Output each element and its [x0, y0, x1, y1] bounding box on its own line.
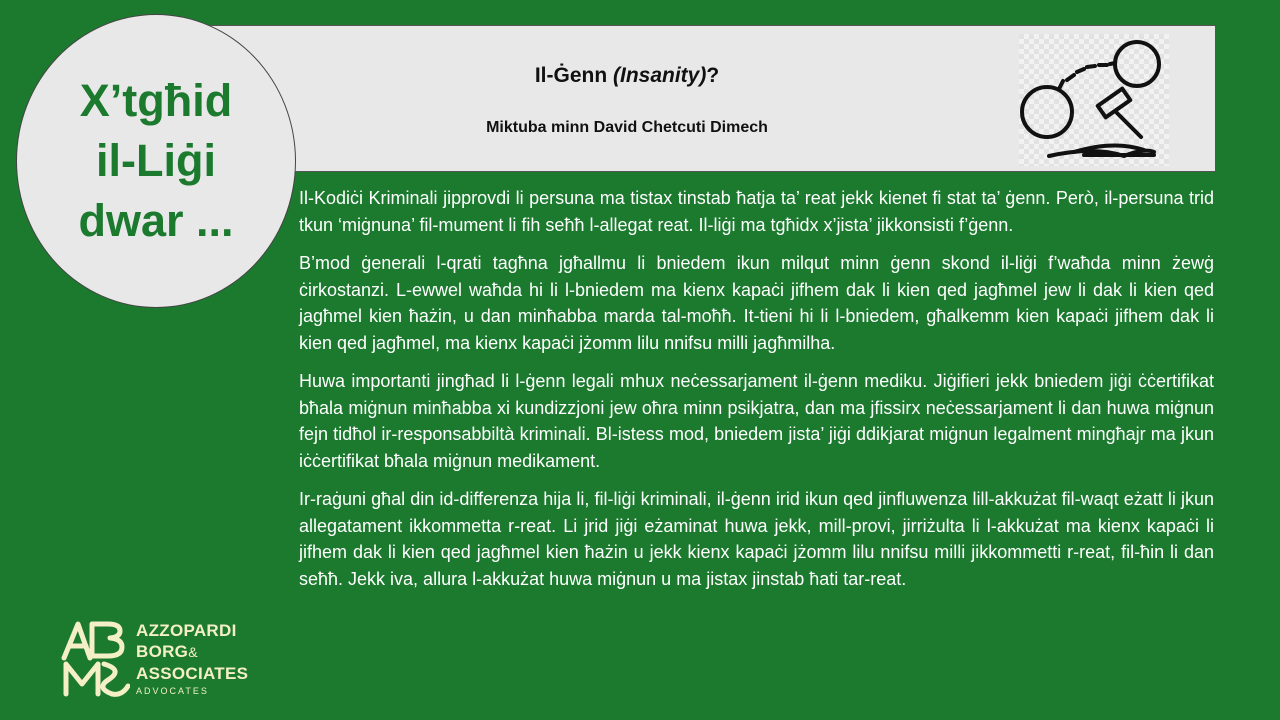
abm-monogram-icon [60, 620, 130, 698]
title-text: Il-Ġenn [534, 64, 613, 87]
title-english: (Insanity) [613, 64, 707, 87]
article-body [299, 185, 1214, 604]
firm-name-line-2: BORG [136, 642, 189, 661]
firm-name-line-3: ASSOCIATES [136, 664, 249, 683]
firm-name [136, 620, 248, 684]
paragraph-1: Il-Kodiċi Kriminali jipprovdi li persuna ma tistax tinstab ħatja ta’ reat jekk kienet fi stat ta’ ġenn. Però, il-persuna trid tkun ‘miġnuna’ fil-mument li fih seħħ l-allegat reat. Il-liġi ma tgħidx x’jista’ jikkonsisti f’ġenn. [299, 188, 1214, 235]
firm-logo [60, 620, 260, 700]
badge-line-1: X’tgħid [79, 75, 233, 126]
title-question-mark: ? [706, 64, 720, 87]
badge-line-3: dwar ... [78, 195, 234, 246]
article-author: Miktuba minn David Chetcuti Dimech [486, 119, 768, 136]
firm-name-line-1: AZZOPARDI [136, 621, 237, 640]
firm-tagline: ADVOCATES [136, 686, 209, 696]
firm-name-ampersand: & [188, 644, 198, 660]
ball-and-chain-gavel-icon [1019, 34, 1169, 166]
paragraph-4: Ir-raġuni għal din id-differenza hija li, fil-liġi kriminali, il-ġenn irid ikun qed jinfluwenza lill-akkużat fil-waqt eżatt li jkun allegatament ikkommetta r-reat. Li jrid jiġi eżaminat huwa jekk, mill-provi, jirriżulta li l-akkużat ma kienx kapaċi li jifhem dak li kien qed jagħmel kien ħażin u jekk kienx kapaċi jżomm lilu nnifsu milli jikkommetti r-reat, fil-ħin li dan seħħ. Jekk iva, allura l-akkużat huwa miġnun u ma jistax jinstab ħati tar-reat. [299, 489, 1214, 589]
article-header [196, 25, 1216, 172]
paragraph-2: B’mod ġenerali l-qrati tagħna jgħallmu li bniedem ikun milqut minn ġenn skond il-liġi f’waħda minn żewġ ċirkostanzi. L-ewwel waħda hi li l-bniedem ma kienx kapaċi jifhem dak li kien qed jagħmel jew li dak li kien qed jagħmel kien ħażin, u dan minħabba marda tal-moħħ. It-tieni hi li l-bniedem, għalkemm kien kapaċi jifhem dak li kien qed jagħmel, ma kienx kapaċi jżomm lilu nnifsu milli jagħmilha. [299, 253, 1214, 353]
article-title [197, 64, 1057, 88]
topic-badge [16, 14, 296, 308]
paragraph-3: Huwa importanti jingħad li l-ġenn legali mhux neċessarjament il-ġenn mediku. Jiġifieri jekk bniedem jiġi ċċertifikat bħala miġnun minħabba xi kundizzjoni jew oħra minn psikjatra, dan ma jfissirx neċessarjament li dan huwa miġnun fejn tidħol ir-responsabbiltà kriminali. Bl-istess mod, bniedem jista’ jiġi ddikjarat miġnun legalment mingħajr ma jkun iċċertifikat bħala miġnun medikament. [299, 371, 1214, 471]
badge-line-2: il-Liġi [96, 135, 216, 186]
